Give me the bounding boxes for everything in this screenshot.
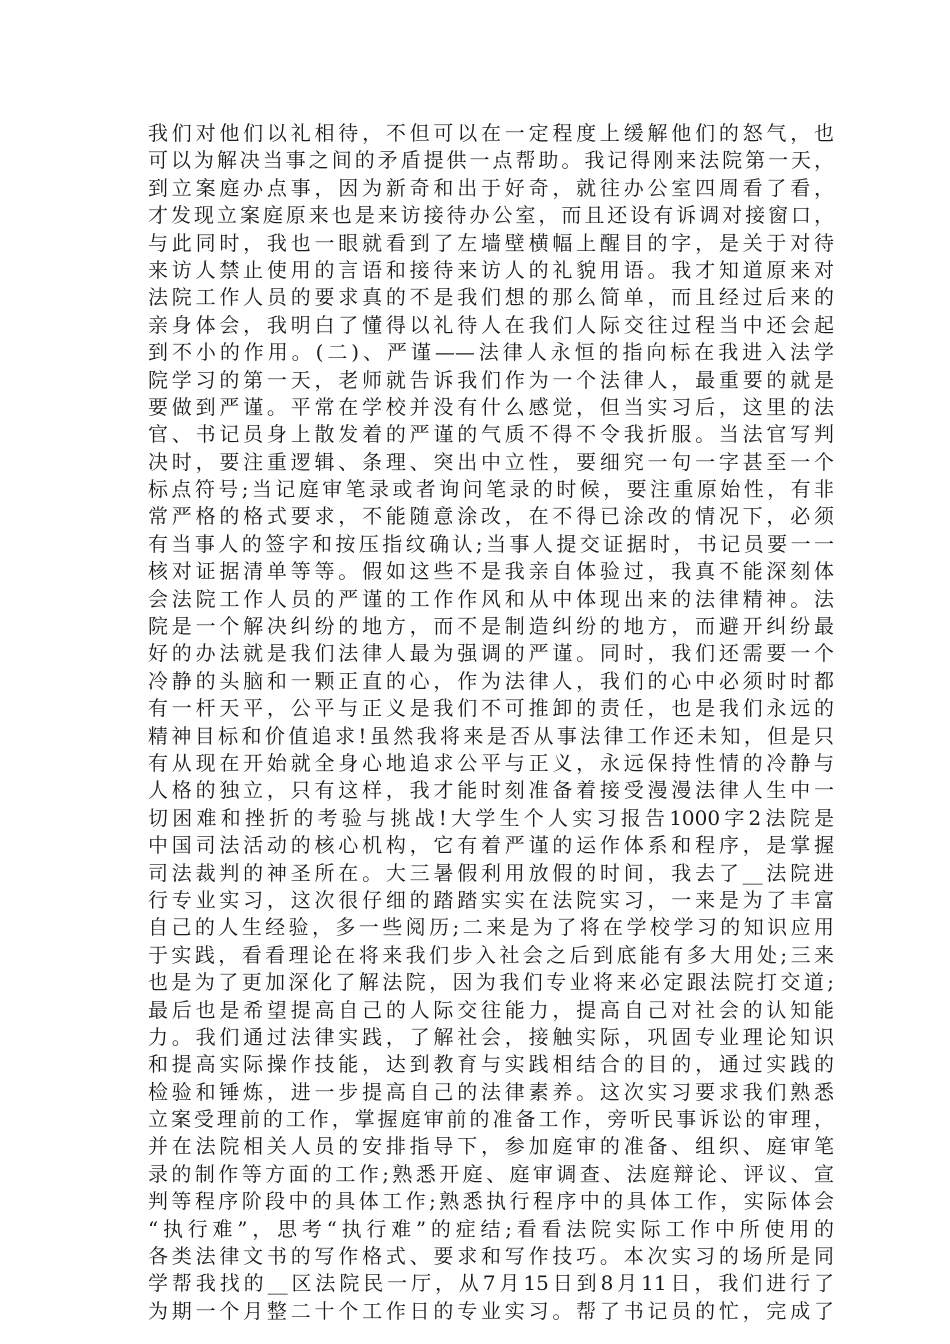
- body-text: [148, 120, 834, 1325]
- text-line: 会法院工作人员的严谨的工作作风和从中体现出来的法律精神。法: [148, 586, 834, 611]
- text-line: 也是为了更加深化了解法院，因为我们专业将来必定跟法院打交道;: [148, 970, 834, 995]
- text-line: 有当事人的签字和按压指纹确认;当事人提交证据时，书记员要一一: [148, 531, 834, 556]
- text-line: 有一杆天平，公平与正义是我们不可推卸的责任，也是我们永远的: [148, 696, 834, 721]
- text-line: 司法裁判的神圣所在。大三暑假利用放假的时间，我去了__法院进: [148, 860, 834, 885]
- text-line: 精神目标和价值追求!虽然我将来是否从事法律工作还未知，但是只: [148, 723, 834, 748]
- text-line: 可以为解决当事之间的矛盾提供一点帮助。我记得刚来法院第一天，: [148, 148, 834, 173]
- text-line: 核对证据清单等等。假如这些不是我亲自体验过，我真不能深刻体: [148, 559, 834, 584]
- text-line: 到立案庭办点事，因为新奇和出于好奇，就往办公室四周看了看，: [148, 175, 834, 200]
- text-line: 自己的人生经验，多一些阅历;二来是为了将在学校学习的知识应用: [148, 915, 834, 940]
- text-line: 中国司法活动的核心机构，它有着严谨的运作体系和程序，是掌握: [148, 833, 834, 858]
- text-line: 录的制作等方面的工作;熟悉开庭、庭审调查、法庭辩论、评议、宣: [148, 1161, 834, 1186]
- text-line: “执行难”，思考“执行难”的症结;看看法院实际工作中所使用的: [148, 1216, 834, 1241]
- text-line: 和提高实际操作技能，达到教育与实践相结合的目的，通过实践的: [148, 1052, 834, 1077]
- text-line: 于实践，看看理论在将来我们步入社会之后到底能有多大用处;三来: [148, 942, 834, 967]
- text-line: 到不小的作用。(二)、严谨——法律人永恒的指向标在我进入法学: [148, 340, 834, 365]
- text-line: 与此同时，我也一眼就看到了左墙壁横幅上醒目的字，是关于对待: [148, 230, 834, 255]
- text-line: 法院工作人员的要求真的不是我们想的那么简单，而且经过后来的: [148, 285, 834, 310]
- text-line: 标点符号;当记庭审笔录或者询问笔录的时候，要注重原始性，有非: [148, 477, 834, 502]
- text-line: 立案受理前的工作，掌握庭审前的准备工作，旁听民事诉讼的审理，: [148, 1107, 834, 1132]
- text-line: 最后也是希望提高自己的人际交往能力，提高自己对社会的认知能: [148, 997, 834, 1022]
- text-line: 各类法律文书的写作格式、要求和写作技巧。本次实习的场所是同: [148, 1244, 834, 1269]
- text-line: 为期一个月整二十个工作日的专业实习。帮了书记员的忙，完成了: [148, 1298, 834, 1323]
- text-line: 冷静的头脑和一颗正直的心，作为法律人，我们的心中必须时时都: [148, 668, 834, 693]
- text-line: 来访人禁止使用的言语和接待来访人的礼貌用语。我才知道原来对: [148, 257, 834, 282]
- text-line: 人格的独立，只有这样，我才能时刻准备着接受漫漫法律人生中一: [148, 778, 834, 803]
- text-line: 院是一个解决纠纷的地方，而不是制造纠纷的地方，而避开纠纷最: [148, 614, 834, 639]
- text-line: 并在法院相关人员的安排指导下，参加庭审的准备、组织、庭审笔: [148, 1134, 834, 1159]
- text-line: 检验和锤炼，进一步提高自己的法律素养。这次实习要求我们熟悉: [148, 1079, 834, 1104]
- text-line: 亲身体会，我明白了懂得以礼待人在我们人际交往过程当中还会起: [148, 312, 834, 337]
- text-line: 有从现在开始就全身心地追求公平与正义，永远保持性情的冷静与: [148, 750, 834, 775]
- text-line: 院学习的第一天，老师就告诉我们作为一个法律人，最重要的就是: [148, 367, 834, 392]
- text-line: 要做到严谨。平常在学校并没有什么感觉，但当实习后，这里的法: [148, 394, 834, 419]
- text-line: 才发现立案庭原来也是来访接待办公室，而且还设有诉调对接窗口，: [148, 203, 834, 228]
- text-line: 力。我们通过法律实践，了解社会，接触实际，巩固专业理论知识: [148, 1024, 834, 1049]
- text-line: 学帮我找的__区法院民一厅，从7月15日到8月11日，我们进行了: [148, 1271, 834, 1296]
- text-line: 好的办法就是我们法律人最为强调的严谨。同时，我们还需要一个: [148, 641, 834, 666]
- text-line: 我们对他们以礼相待，不但可以在一定程度上缓解他们的怒气，也: [148, 121, 834, 145]
- text-line: 切困难和挫折的考验与挑战!大学生个人实习报告1000字2法院是: [148, 805, 834, 830]
- text-line: 决时，要注重逻辑、条理、突出中立性，要细究一句一字甚至一个: [148, 449, 834, 474]
- text-line: 行专业实习，这次很仔细的踏踏实实在法院实习，一来是为了丰富: [148, 887, 834, 912]
- text-line: 常严格的格式要求，不能随意涂改，在不得已涂改的情况下，必须: [148, 504, 834, 529]
- text-line: 判等程序阶段中的具体工作;熟悉执行程序中的具体工作，实际体会: [148, 1189, 834, 1214]
- text-line: 官、书记员身上散发着的严谨的气质不得不令我折服。当法官写判: [148, 422, 834, 447]
